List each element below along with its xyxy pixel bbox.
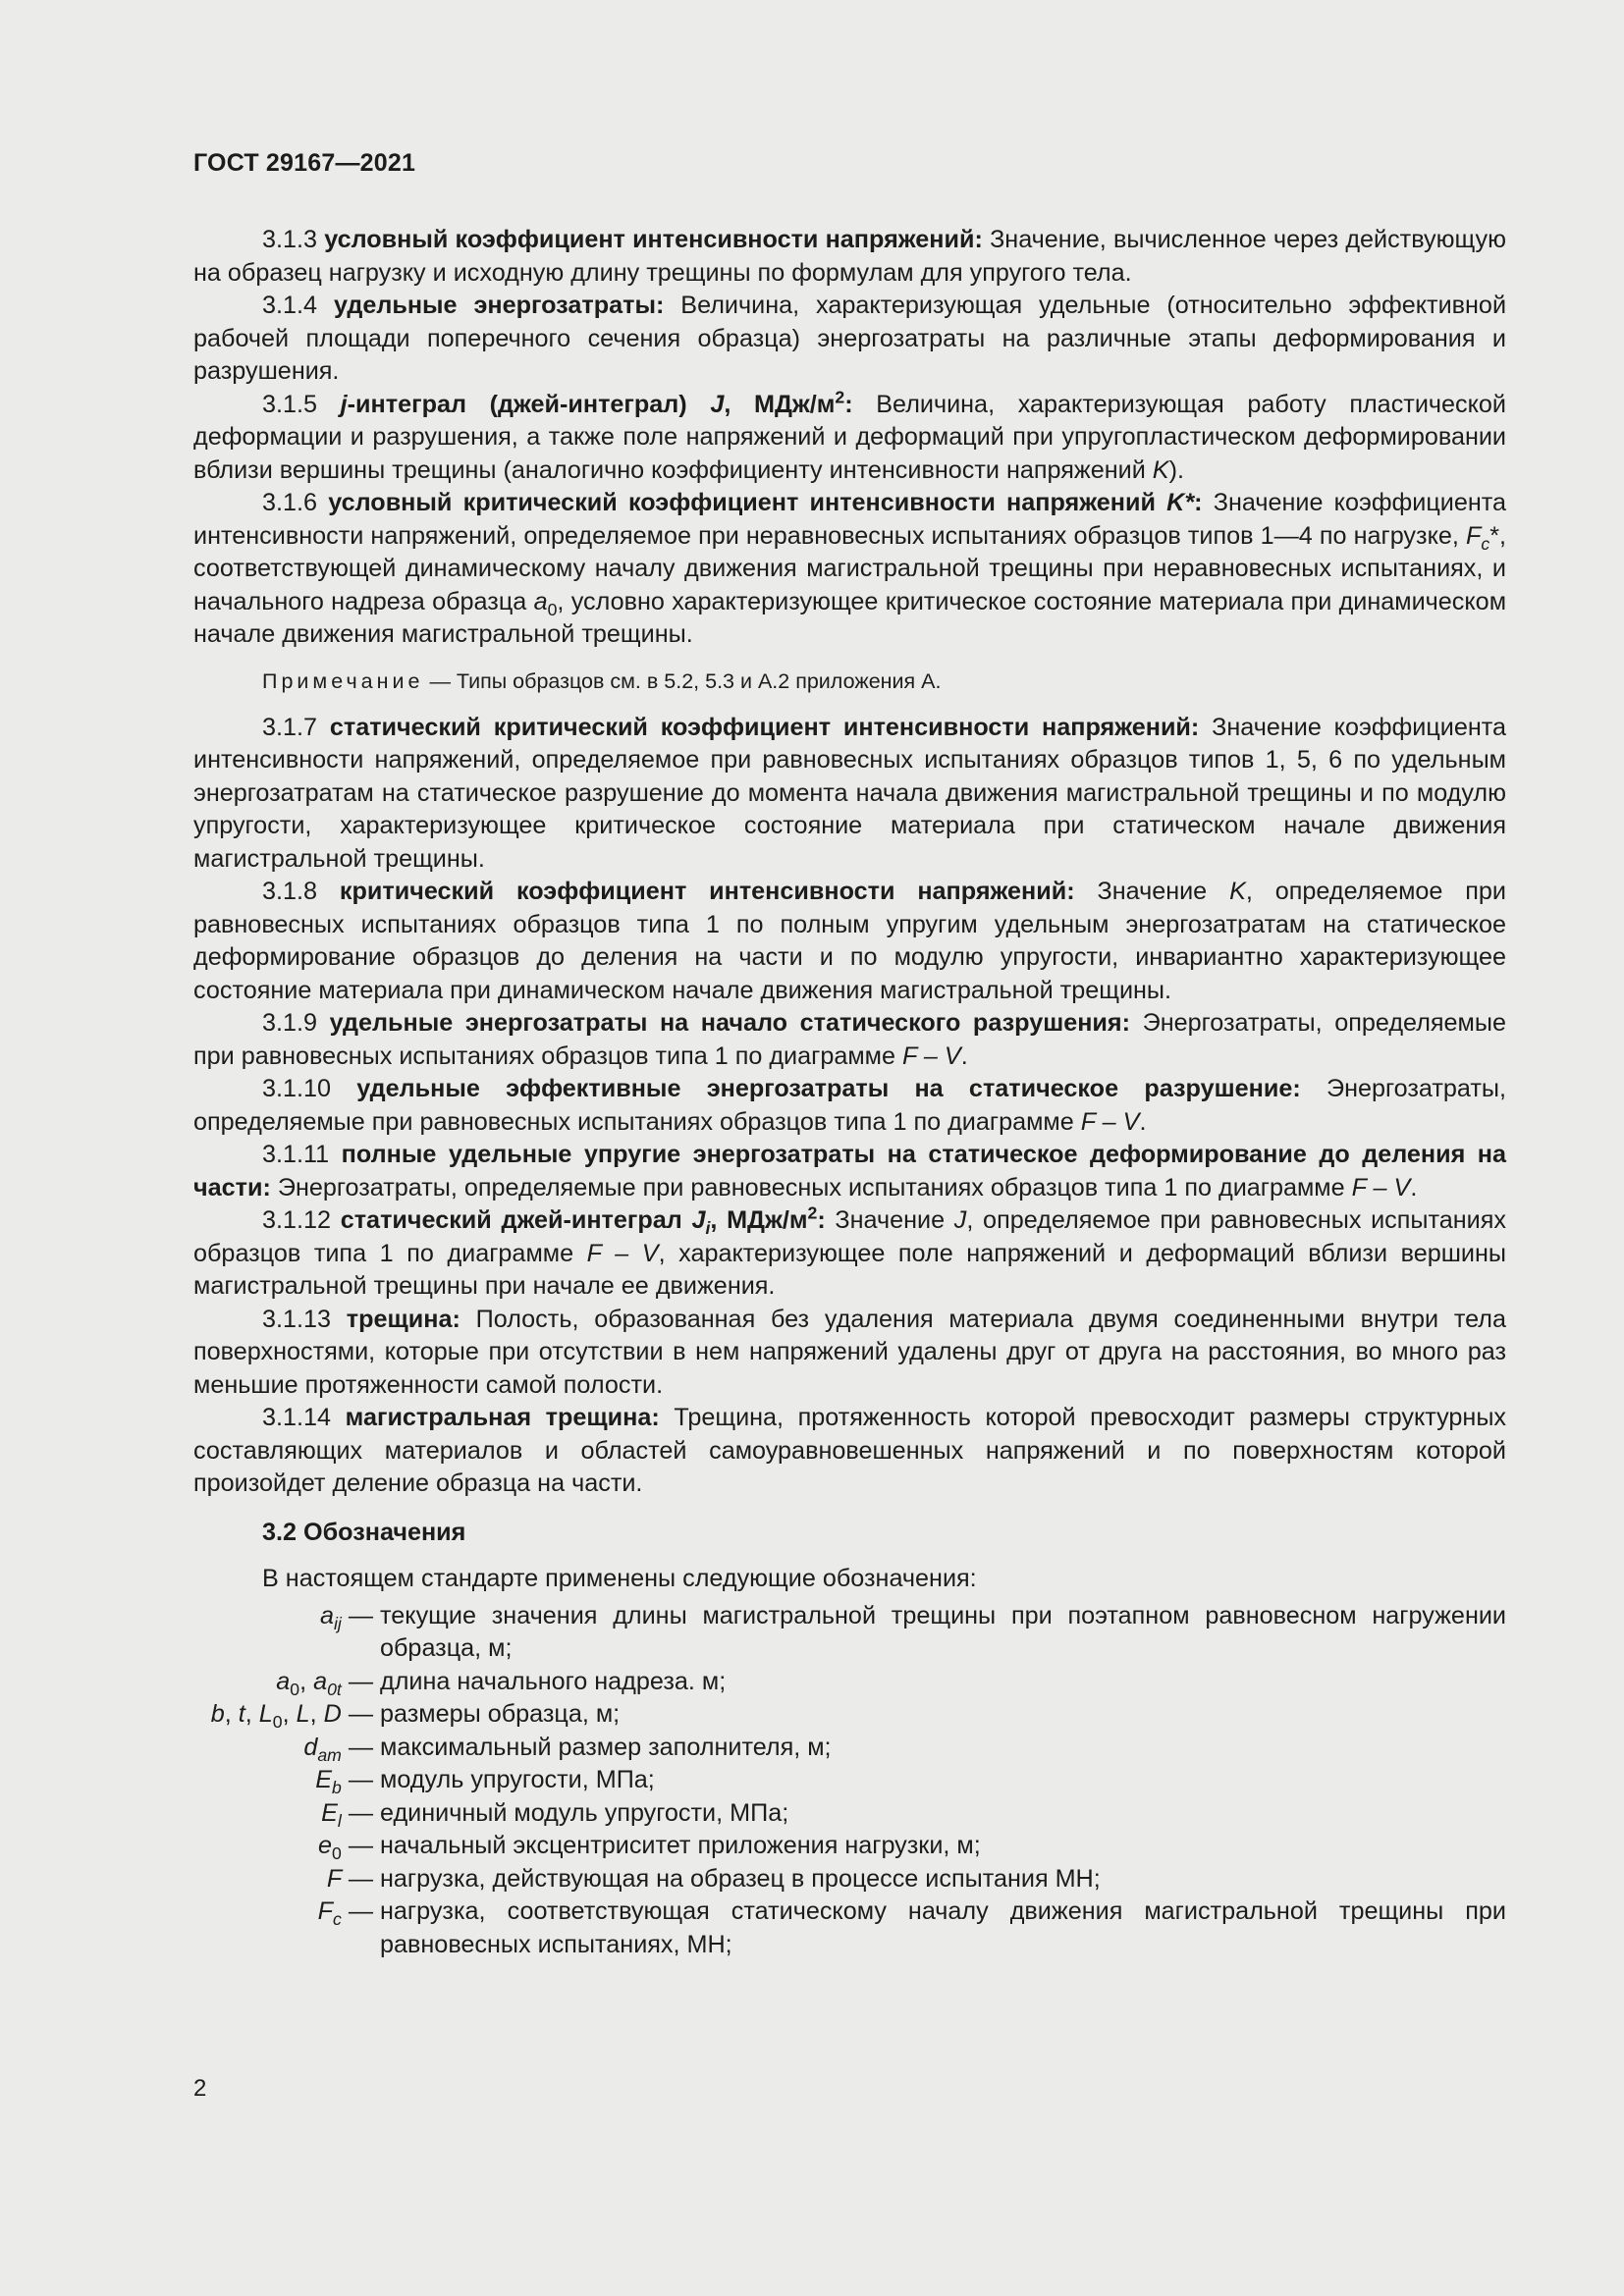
- clause-number: 3.1.8: [262, 878, 318, 905]
- term-title: удельные эффективные энергозатраты на статическое разрушение:: [356, 1075, 1301, 1102]
- symbol-row-dims: [193, 1698, 1506, 1732]
- clause-number: 3.1.9: [262, 1009, 318, 1037]
- term-definition: Энергозатраты, определяемые при равновесных испытаниях образцов типа 1 по диаграмме: [277, 1173, 1345, 1201]
- section-title: 3.2 Обозначения: [262, 1518, 466, 1546]
- term-3-1-12: 3.1.12 статический джей-интеграл $J_i$, МДж/$м^2$: Значение J, определяемое при равновесных испытаниях образцов типа 1 по диаграмме F – V, характеризующее поле напряжений и деформаций вблизи вершины магистральной трещины при начале ее движения.: [193, 1202, 1507, 1300]
- symbol-row-fc: [193, 1896, 1506, 1961]
- symbol-description: начальный эксцентриситет приложения нагрузки, м;: [380, 1832, 981, 1859]
- term-title: магистральная трещина:: [345, 1404, 660, 1431]
- note-text: — Типы образцов см. в 5.2, 5.3 и А.2 приложения А.: [429, 668, 942, 693]
- term-definition: Значение коэффициента интенсивности напряжений, определяемое при неравновесных испытаниях образцов типов 1—4 по нагрузке,: [193, 489, 1507, 550]
- symbol-row-e0: [193, 1830, 1506, 1863]
- term-3-1-11: 3.1.11 полные удельные упругие энергозатраты на статическое деформирование до деления на части: Энергозатраты, определяемые при равновесных испытаниях образцов типа 1 по диаграмме F – V.: [193, 1141, 1506, 1201]
- term-definition: Величина, характеризующая удельные (относительно эффективной рабочей площади поперечного сечения образца) энергозатраты на различные этапы деформирования и разрушения.: [193, 292, 1507, 385]
- term-3-1-4: [193, 290, 1506, 389]
- clause-number: 3.1.14: [262, 1404, 332, 1431]
- symbol-description: максимальный размер заполнителя, м;: [380, 1733, 832, 1761]
- term-3-1-3: [193, 224, 1506, 290]
- symbol-description: текущие значения длины магистральной трещины при поэтапном равновесном нагружении образца, м;: [380, 1601, 1506, 1662]
- document-body: [193, 224, 1506, 1961]
- term-definition: Полость, образованная без удаления материала двумя соединенными внутри тела поверхностями, которые при отсутствии в нем напряжений удалены друг от друга на расстояния, во много раз меньшие протяженности самой полости.: [193, 1305, 1507, 1399]
- term-definition: Трещина, протяженность которой превосходит размеры структурных составляющих материалов и областей самоуравновешенных напряжений и по поверхностям которой произойдет деление образца на части.: [193, 1404, 1507, 1497]
- term-title: полные удельные упругие энергозатраты на статическое деформирование до деления на части:: [193, 1141, 1506, 1201]
- term-definition: Значение коэффициента интенсивности напряжений, определяемое при равновесных испытаниях образцов типов 1, 5, 6 по удельным энергозатратам на статическое разрушение до момента начала движения магистральной трещины и по модулю упругости, характеризующее критическое состояние материала при статическом начале движения магистральной трещины.: [193, 713, 1507, 873]
- symbol-row-dam: [193, 1732, 1506, 1765]
- term-3-1-13: [193, 1304, 1506, 1403]
- term-title: критический коэффициент интенсивности напряжений:: [339, 878, 1075, 905]
- symbol: $F_c$ —: [317, 1897, 373, 1930]
- clause-number: 3.1.12: [262, 1206, 332, 1234]
- clause-number: 3.1.13: [262, 1305, 332, 1333]
- clause-number: 3.1.7: [262, 713, 318, 741]
- symbol-row-aij: [193, 1600, 1506, 1666]
- term-definition: Значение: [835, 1206, 946, 1234]
- term-title: удельные энергозатраты:: [333, 292, 665, 319]
- symbol: F —: [326, 1864, 373, 1893]
- symbol-description: нагрузка, соответствующая статическому началу движения магистральной трещины при равновесных испытаниях, МН;: [380, 1897, 1506, 1958]
- symbol-row-el: [193, 1797, 1506, 1831]
- term-title: статический джей-интеграл $J_i$, МДж/$м^2$:: [340, 1202, 826, 1239]
- term-title: трещина:: [346, 1305, 460, 1333]
- page-number: 2: [193, 2075, 207, 2102]
- symbol-description: нагрузка, действующая на образец в процессе испытания МН;: [380, 1864, 1101, 1893]
- symbol: $a_0$, $a_{0t}$ —: [276, 1667, 373, 1699]
- symbol: b, t, $L_0$, L, D —: [210, 1700, 373, 1733]
- term-definition: Значение: [1097, 878, 1208, 905]
- term-3-1-9: 3.1.9 удельные энергозатраты на начало статического разрушения: Энергозатраты, определяемые при равновесных испытаниях образцов типа 1 по диаграмме F – V.: [193, 1009, 1506, 1070]
- symbol-description: размеры образца, м;: [380, 1700, 621, 1728]
- section-intro: В настоящем стандарте применены следующие обозначения:: [262, 1565, 977, 1592]
- term-3-1-8: 3.1.8 критический коэффициент интенсивности напряжений: Значение K, определяемое при равновесных испытаниях образцов типа 1 по полным упругим удельным энергозатратам на статическое деформирование образцов до деления на части и по модулю упругости, инвариантно характеризующее состояние материала при динамическом начале движения магистральной трещины.: [193, 878, 1506, 1004]
- term-title: условный коэффициент интенсивности напряжений:: [324, 226, 983, 253]
- term-definition: Значение, вычисленное через действующую на образец нагрузку и исходную длину трещины по формулам для упругого тела.: [193, 226, 1507, 287]
- term-definition: Величина, характеризующая работу пластической деформации и разрушения, а также поле напряжений и деформаций при упругопластическом деформировании вблизи вершины трещины (аналогично коэффициенту интенсивности напряжений: [193, 390, 1506, 484]
- term-3-1-7: [193, 712, 1506, 877]
- term-title: удельные энергозатраты на начало статического разрушения:: [329, 1009, 1130, 1037]
- term-3-1-10: 3.1.10 удельные эффективные энергозатраты на статическое разрушение: Энергозатраты, определяемые при равновесных испытаниях образцов типа 1 по диаграмме F – V.: [193, 1075, 1507, 1136]
- symbol-row-f: [193, 1863, 1506, 1896]
- clause-number: 3.1.6: [262, 489, 318, 516]
- term-3-1-6: 3.1.6 условный критический коэффициент интенсивности напряжений K*: Значение коэффициента интенсивности напряжений, определяемое при неравновесных испытаниях образцов типов 1—4 по нагрузке, $F_c*$, соответствующей динамическому началу движения магистральной трещины при неравновесных испытаниях, и начального надреза образца $a_0$, условно характеризующее критическое состояние материала при динамическом начале движения магистральной трещины.: [193, 489, 1507, 648]
- term-definition: Энергозатраты, определяемые при равновесных испытаниях образцов типа 1 по диаграмме: [193, 1075, 1507, 1136]
- symbol-row-eb: [193, 1764, 1506, 1797]
- symbol: $e_0$ —: [317, 1832, 373, 1864]
- symbol-row-a0: [193, 1666, 1506, 1699]
- term-title: статический критический коэффициент интенсивности напряжений:: [329, 713, 1200, 741]
- symbol-description: длина начального надреза. м;: [380, 1667, 727, 1695]
- note: [262, 667, 1506, 695]
- term-definition: Энергозатраты, определяемые при равновесных испытаниях образцов типа 1 по диаграмме: [193, 1009, 1506, 1070]
- note-label: Примечание: [262, 668, 424, 693]
- term-title: условный критический коэффициент интенсивности напряжений K*:: [328, 489, 1203, 516]
- clause-number: 3.1.3: [262, 226, 318, 253]
- clause-number: 3.1.10: [262, 1075, 332, 1102]
- symbol: $a_{ij}$ —: [319, 1601, 373, 1633]
- clause-number: 3.1.11: [262, 1141, 330, 1168]
- clause-number: 3.1.4: [262, 292, 318, 319]
- symbol: $E_l$ —: [321, 1798, 373, 1831]
- symbol-description: модуль упругости, МПа;: [380, 1766, 655, 1793]
- symbol-description: единичный модуль упругости, МПа;: [380, 1798, 789, 1827]
- symbol: $E_b$ —: [315, 1766, 373, 1798]
- symbol: $d_{am}$ —: [303, 1733, 373, 1765]
- document-header: ГОСТ 29167—2021: [193, 149, 416, 177]
- term-3-1-14: [193, 1402, 1506, 1501]
- term-title: j-интеграл (джей-интеграл) J, МДж/$м^2$:: [340, 387, 853, 418]
- clause-number: 3.1.5: [262, 390, 318, 418]
- term-3-1-5: 3.1.5 j-интеграл (джей-интеграл) J, МДж/$м^2$: Величина, характеризующая работу пластической деформации и разрушения, а также поле напряжений и деформаций при упругопластическом деформировании вблизи вершины трещины (аналогично коэффициенту интенсивности напряжений K).: [193, 387, 1506, 484]
